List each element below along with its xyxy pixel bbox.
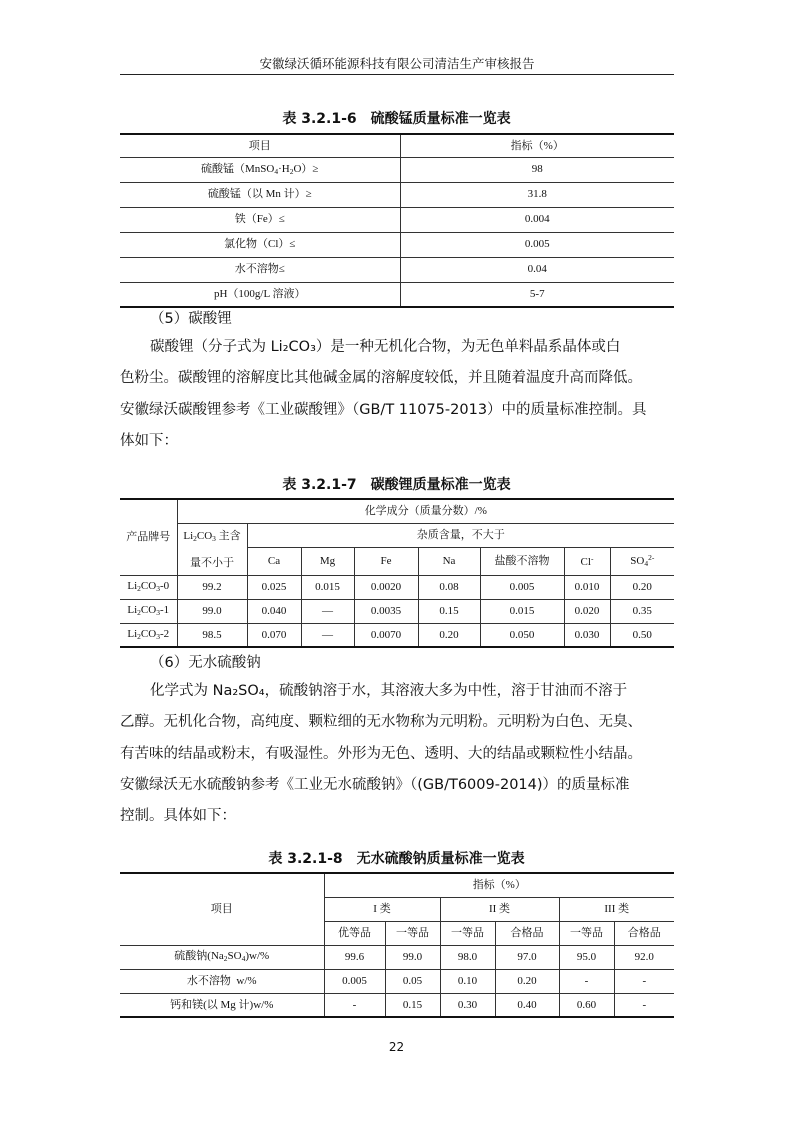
paragraph-line: 有苦味的结晶或粉末，有吸湿性。外形为无色、透明、大的结晶或颗粒性小结晶。 xyxy=(120,745,642,762)
header-rule xyxy=(120,74,674,75)
grade-header: 产品牌号 xyxy=(120,499,177,575)
item-header: 项目 xyxy=(120,873,324,945)
index-header: 指标（%） xyxy=(324,873,674,897)
section5-heading: （5）碳酸锂 xyxy=(150,311,232,327)
row-value: 0.005 xyxy=(400,232,674,257)
mg-cell: 0.015 xyxy=(301,575,354,599)
col-item-header: 项目 xyxy=(120,134,400,157)
sodium-sulfate-table xyxy=(120,872,674,1018)
grade-subheader: 合格品 xyxy=(495,921,559,945)
cl-cell: 0.030 xyxy=(564,623,610,647)
class2-header: II 类 xyxy=(440,897,559,921)
fe-header: Fe xyxy=(354,548,418,575)
value-cell: 0.05 xyxy=(385,969,440,993)
row-item: 水不溶物≤ xyxy=(120,257,400,282)
paragraph-line: 控制。具体如下： xyxy=(120,808,236,825)
ca-cell: 0.040 xyxy=(247,599,301,623)
value-cell: - xyxy=(324,993,385,1017)
row-value: 5-7 xyxy=(400,282,674,307)
section6-heading: （6）无水硫酸钠 xyxy=(150,655,261,671)
lithium-carbonate-table xyxy=(120,498,674,648)
paragraph-line: 化学式为 Na₂SO₄，硫酸钠溶于水，其溶液大多为中性，溶于甘油而不溶于 xyxy=(150,683,628,699)
cl-cell: 0.020 xyxy=(564,599,610,623)
row-value: 31.8 xyxy=(400,182,674,207)
so4-cell: 0.35 xyxy=(610,599,674,623)
row-item: 硫酸锰$(MnSO_4\cdot H_2O)\ge$ xyxy=(120,157,400,182)
row-item: 硫酸锰（以 Mn 计）≥ xyxy=(120,182,400,207)
row-value: 0.004 xyxy=(400,207,674,232)
so4-cell: 0.50 xyxy=(610,623,674,647)
paragraph-line: 体如下： xyxy=(120,432,178,449)
value-cell: 92.0 xyxy=(614,945,674,969)
ca-cell: 0.070 xyxy=(247,623,301,647)
table-row xyxy=(120,599,674,623)
value-cell: 0.60 xyxy=(559,993,614,1017)
hcl-insoluble-header: 盐酸不溶物 xyxy=(480,548,564,575)
value-cell: - xyxy=(559,969,614,993)
so4-cell: 0.20 xyxy=(610,575,674,599)
na-cell: 0.20 xyxy=(418,623,480,647)
chem-composition-header: 化学成分（质量分数）/% xyxy=(177,499,674,523)
na-cell: 0.08 xyxy=(418,575,480,599)
row-item: 钙和镁(以 Mg 计)w/% xyxy=(120,993,324,1017)
na-header: Na xyxy=(418,548,480,575)
value-cell: 99.0 xyxy=(385,945,440,969)
table-row xyxy=(120,182,674,207)
table-row xyxy=(120,232,674,257)
value-cell: 0.10 xyxy=(440,969,495,993)
hcl-cell: 0.005 xyxy=(480,575,564,599)
table-row xyxy=(120,945,674,969)
grade-subheader: 优等品 xyxy=(324,921,385,945)
table-row xyxy=(120,207,674,232)
value-cell: 0.40 xyxy=(495,993,559,1017)
row-item: 氯化物（Cl）≤ xyxy=(120,232,400,257)
so4-header: $SO_4^{2-}$ xyxy=(610,548,674,575)
col-value-header: 指标（%） xyxy=(400,134,674,157)
value-cell: 95.0 xyxy=(559,945,614,969)
na-cell: 0.15 xyxy=(418,599,480,623)
table-row xyxy=(120,993,674,1017)
table7-caption: 表 3.2.1-7 碳酸锂质量标准一览表 xyxy=(282,477,511,493)
grade-cell: $Li_2CO_3-2$ xyxy=(120,623,177,647)
class3-header: III 类 xyxy=(559,897,674,921)
ca-header: Ca xyxy=(247,548,301,575)
row-item: 水不溶物 w/% xyxy=(120,969,324,993)
mg-cell: — xyxy=(301,599,354,623)
grade-subheader: 一等品 xyxy=(385,921,440,945)
paragraph-line: 乙醇。无机化合物，高纯度、颗粒细的无水物称为元明粉。元明粉为白色、无臭、 xyxy=(120,714,642,731)
fe-cell: 0.0070 xyxy=(354,623,418,647)
section6-paragraph xyxy=(120,676,676,832)
table-row xyxy=(120,157,674,182)
value-cell: - xyxy=(614,993,674,1017)
paragraph-line: 色粉尘。碳酸锂的溶解度比其他碱金属的溶解度较低，并且随着温度升高而降低。 xyxy=(120,370,642,387)
main-content-header: $Li_2CO_3$ 主含 量不小于 xyxy=(177,523,247,575)
fe-cell: 0.0020 xyxy=(354,575,418,599)
row-value: 0.04 xyxy=(400,257,674,282)
table-row xyxy=(120,969,674,993)
paragraph-line: 安徽绿沃碳酸锂参考《工业碳酸锂》（GB/T 11075-2013）中的质量标准控制。具 xyxy=(120,401,647,418)
table-row xyxy=(120,282,674,307)
cl-header: Cl- xyxy=(564,548,610,575)
grade-cell: $Li_2CO_3-0$ xyxy=(120,575,177,599)
hcl-cell: 0.015 xyxy=(480,599,564,623)
table6-caption: 表 3.2.1-6 硫酸锰质量标准一览表 xyxy=(282,111,511,127)
table-row xyxy=(120,257,674,282)
main-cell: 99.0 xyxy=(177,599,247,623)
grade-subheader: 一等品 xyxy=(559,921,614,945)
class1-header: I 类 xyxy=(324,897,440,921)
value-cell: 0.15 xyxy=(385,993,440,1017)
cl-cell: 0.010 xyxy=(564,575,610,599)
manganese-sulfate-table xyxy=(120,133,674,308)
value-cell: 98.0 xyxy=(440,945,495,969)
value-cell: 99.6 xyxy=(324,945,385,969)
value-cell: 0.30 xyxy=(440,993,495,1017)
ca-cell: 0.025 xyxy=(247,575,301,599)
row-value: 98 xyxy=(400,157,674,182)
page-number: 22 xyxy=(388,1040,405,1054)
grade-subheader: 一等品 xyxy=(440,921,495,945)
hcl-cell: 0.050 xyxy=(480,623,564,647)
table-row xyxy=(120,575,674,599)
page-header: 安徽绿沃循环能源科技有限公司清洁生产审核报告 xyxy=(259,56,535,71)
row-item: 铁（Fe）≤ xyxy=(120,207,400,232)
paragraph-line: 安徽绿沃无水硫酸钠参考《工业无水硫酸钠》（(GB/T6009-2014)）的质量标准 xyxy=(120,776,630,793)
value-cell: 0.005 xyxy=(324,969,385,993)
mg-cell: — xyxy=(301,623,354,647)
mg-header: Mg xyxy=(301,548,354,575)
table8-caption: 表 3.2.1-8 无水硫酸钠质量标准一览表 xyxy=(268,851,525,867)
impurity-header: 杂质含量，不大于 xyxy=(247,523,674,548)
table-row xyxy=(120,623,674,647)
row-item: pH（100g/L 溶液） xyxy=(120,282,400,307)
value-cell: 97.0 xyxy=(495,945,559,969)
row-item: 硫酸钠$(Na_2SO_4)w/\%$ xyxy=(120,945,324,969)
value-cell: - xyxy=(614,969,674,993)
value-cell: 0.20 xyxy=(495,969,559,993)
grade-subheader: 合格品 xyxy=(614,921,674,945)
main-cell: 99.2 xyxy=(177,575,247,599)
section5-paragraph xyxy=(120,332,676,457)
main-cell: 98.5 xyxy=(177,623,247,647)
fe-cell: 0.0035 xyxy=(354,599,418,623)
paragraph-line: 碳酸锂（分子式为 Li₂CO₃）是一种无机化合物，为无色单料晶系晶体或白 xyxy=(150,339,621,355)
grade-cell: $Li_2CO_3-1$ xyxy=(120,599,177,623)
